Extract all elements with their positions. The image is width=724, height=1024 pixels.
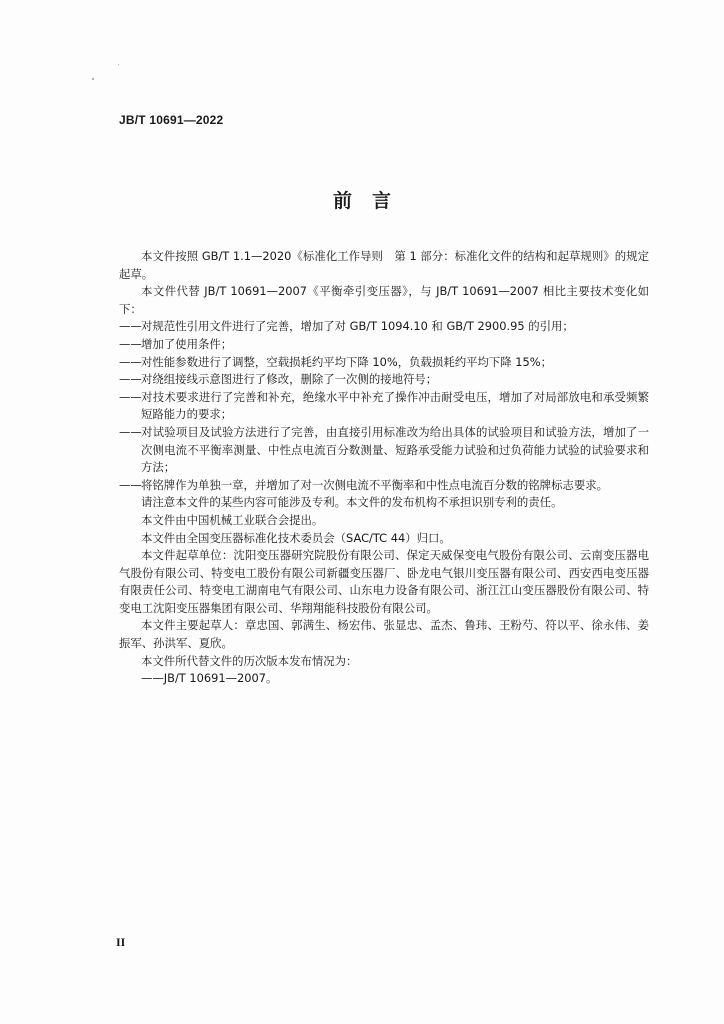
- dash-mark: ——: [141, 671, 164, 686]
- change-text: 对技术要求进行了完善和补充，绝缘水平中补充了操作冲击耐受电压，增加了对局部放电和承受频繁短路能力的要求；: [141, 389, 649, 422]
- dash-mark: ——: [119, 424, 142, 439]
- paragraph-history: 本文件所代替文件的历次版本发布情况为：: [141, 653, 358, 668]
- change-item: [119, 354, 649, 372]
- change-item: [119, 371, 649, 389]
- dash-mark: ——: [119, 336, 142, 351]
- dash-mark: ——: [119, 389, 142, 404]
- standard-number: JB/T 10691—2022: [119, 113, 224, 127]
- change-item: [119, 318, 649, 336]
- change-text: 对性能参数进行了调整，空载损耗约平均下降 10%，负载损耗约平均下降 15%；: [141, 354, 552, 369]
- paragraph-drafters: 本文件主要起草人：章忠国、郭满生、杨宏伟、张显忠、孟杰、鲁玮、王粉芍、符以平、徐永伟、姜振军、孙洪军、夏欣。: [119, 618, 649, 651]
- page-number: II: [116, 935, 126, 949]
- paragraph-drafting-rules: 本文件按照 GB/T 1.1—2020《标准化工作导则 第 1 部分：标准化文件的结构和起草规则》的规定起草。: [119, 249, 649, 281]
- foreword-body: [119, 248, 649, 688]
- paragraph-patent-notice: 请注意本文件的某些内容可能涉及专利。本文件的发布机构不承担识别专利的责任。: [141, 495, 563, 510]
- dash-mark: ——: [119, 354, 142, 369]
- change-text: 将铭牌作为单独一章，并增加了对一次侧电流不平衡率和中性点电流百分数的铭牌标志要求。: [141, 477, 609, 492]
- dash-mark: ——: [119, 372, 142, 387]
- dash-mark: ——: [119, 477, 142, 492]
- paragraph-committee: 本文件由全国变压器标准化技术委员会（SAC/TC 44）归口。: [141, 530, 451, 545]
- change-item: [119, 477, 649, 495]
- change-text: 增加了使用条件；: [141, 336, 233, 351]
- page-title: 前言: [332, 190, 411, 212]
- scan-speck: [118, 64, 119, 65]
- change-text: 对绕组接线示意图进行了修改，删除了一次侧的接地符号；: [141, 372, 438, 387]
- change-item: [119, 424, 649, 477]
- history-item: [119, 670, 649, 688]
- history-text: JB/T 10691—2007。: [163, 671, 278, 686]
- change-text: 对试验项目及试验方法进行了完善，由直接引用标准改为给出具体的试验项目和试验方法，增加了一次侧电流不平衡率测量、中性点电流百分数测量、短路承受能力试验和过负荷能力试验的试验要求和方法；: [141, 424, 649, 475]
- change-item: [119, 336, 649, 354]
- change-text: 对规范性引用文件进行了完善，增加了对 GB/T 1094.10 和 GB/T 2900.95 的引用；: [141, 319, 574, 334]
- dash-mark: ——: [119, 319, 142, 334]
- paragraph-replacement: 本文件代替 JB/T 10691—2007《平衡牵引变压器》，与 JB/T 10691—2007 相比主要技术变化如下：: [119, 284, 649, 316]
- change-item: [119, 389, 649, 424]
- paragraph-proposer: 本文件由中国机械工业联合会提出。: [141, 512, 324, 527]
- scan-speck: [92, 78, 94, 80]
- paragraph-drafting-units: 本文件起草单位：沈阳变压器研究院股份有限公司、保定天威保变电气股份有限公司、云南变压器电气股份有限公司、特变电工股份有限公司新疆变压器厂、卧龙电气银川变压器有限公司、西安西电变压器有限责任公司、特变电工湖南电气有限公司、山东电力设备有限公司、浙江江山变压器股份有限公司、特变电工沈阳变压器集团有限公司、华翔翔能科技股份有限公司。: [119, 548, 649, 615]
